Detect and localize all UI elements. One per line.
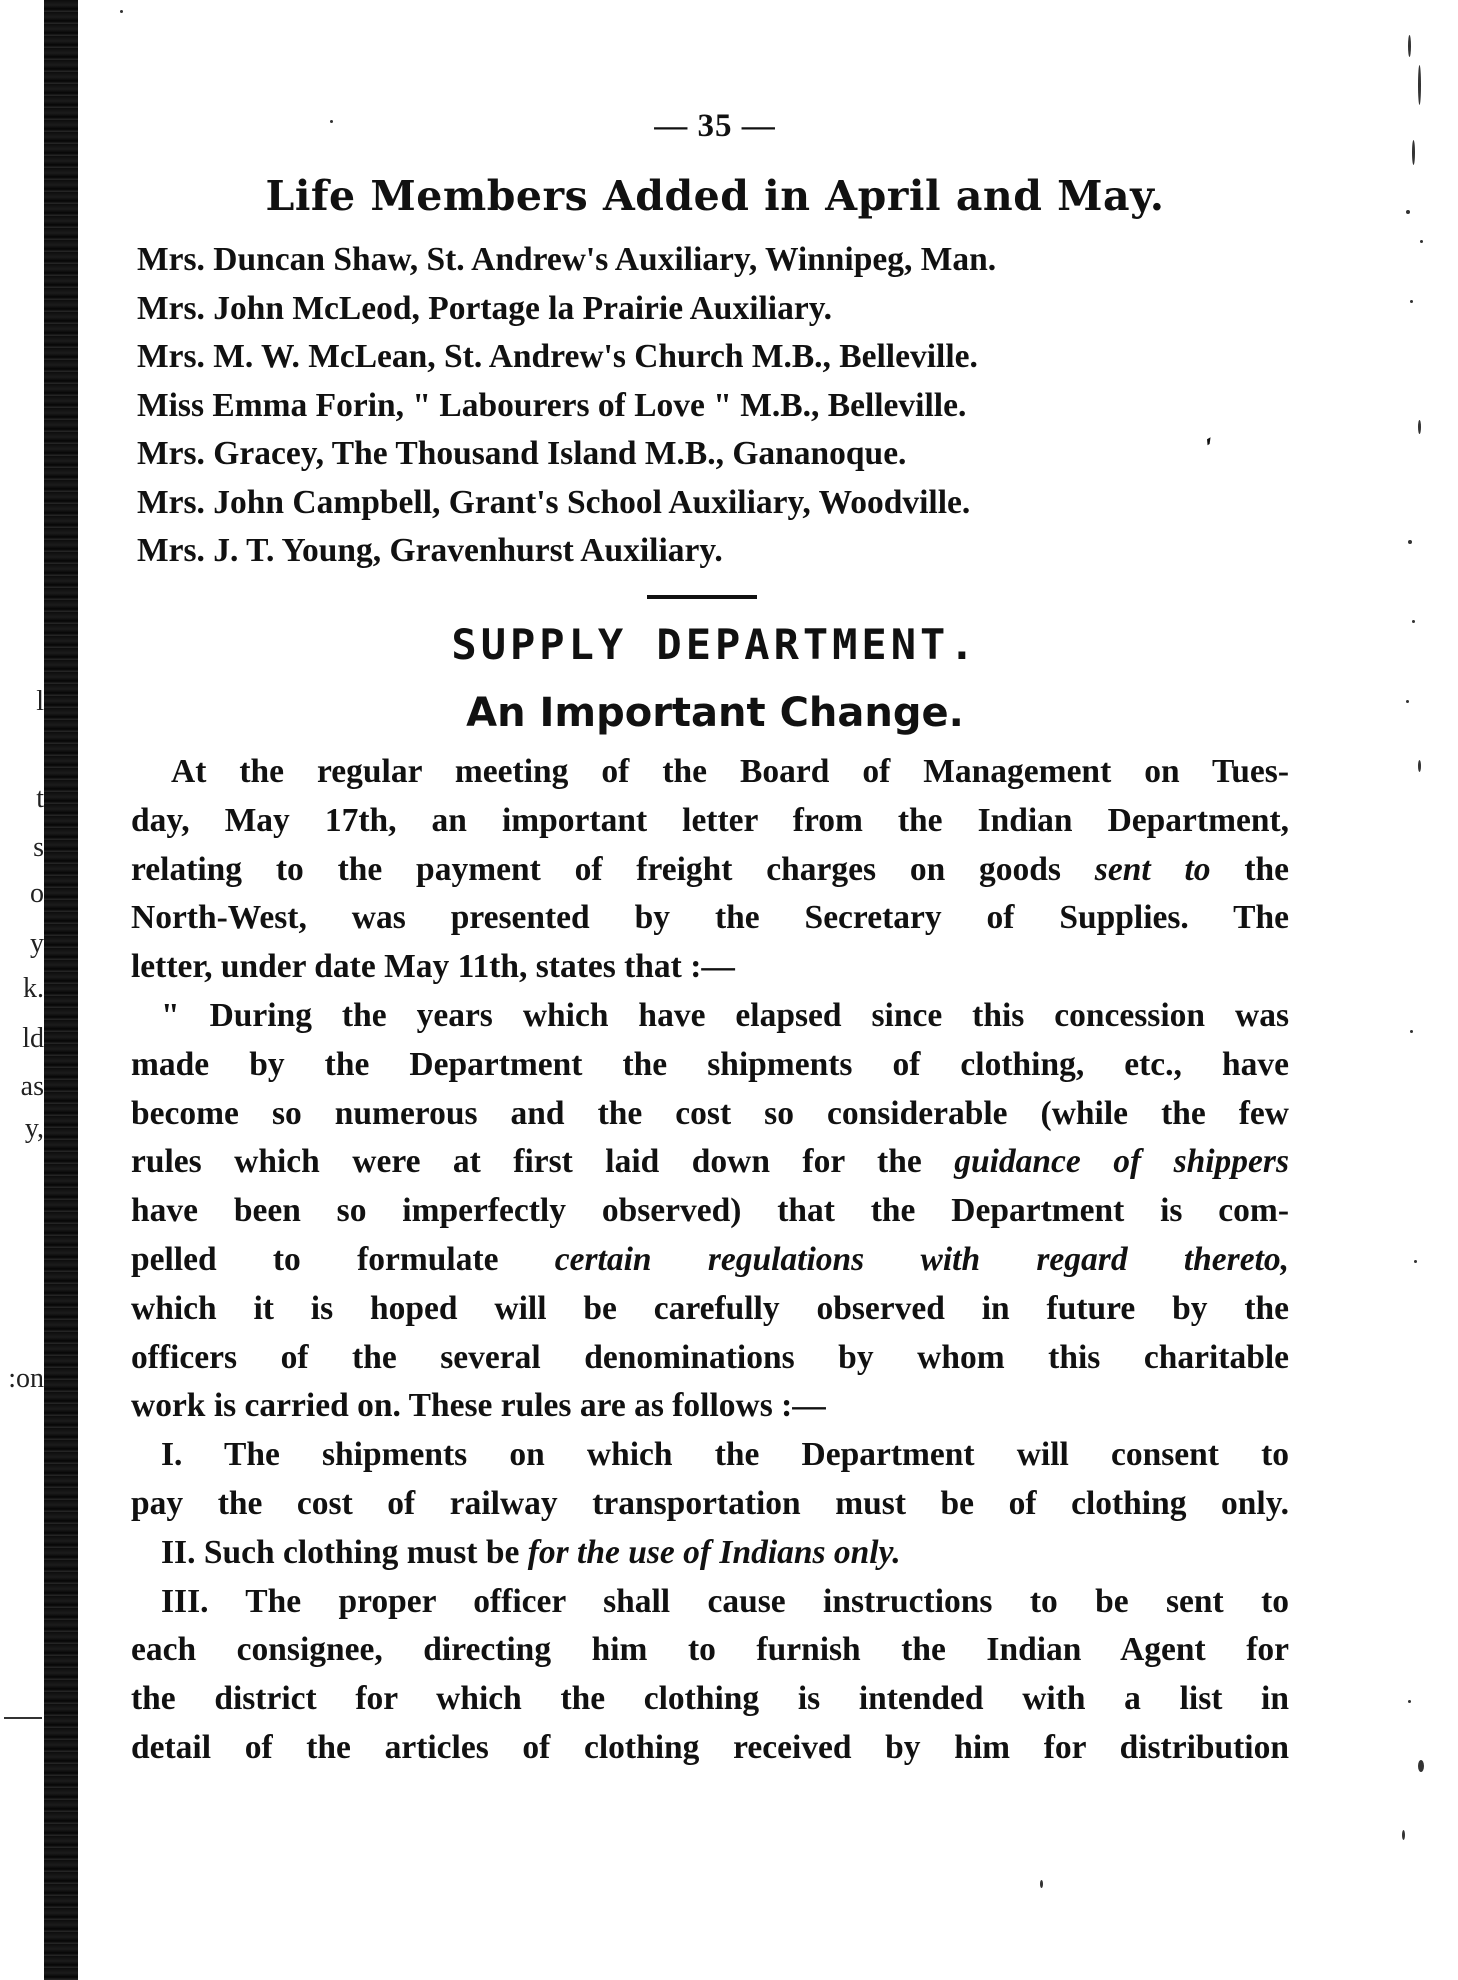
scan-edge-specks bbox=[1348, 0, 1458, 1980]
scan-speck bbox=[120, 10, 123, 13]
margin-fragment: s bbox=[33, 832, 44, 863]
supply-department-heading: SUPPLY DEPARTMENT. bbox=[451, 620, 979, 669]
text-line: III. The proper officer shall cause instructions to be sent to bbox=[161, 1582, 1289, 1620]
text-line: " During the years which have elapsed since this concession was bbox=[161, 996, 1289, 1034]
text-line: rules which were at first laid down for the guidance of shippers bbox=[131, 1143, 1289, 1181]
text-line: detail of the articles of clothing received by him for distribution bbox=[131, 1728, 1289, 1766]
text-line: letter, under date May 11th, states that :— bbox=[131, 948, 735, 986]
text-line: pay the cost of railway transportation must be of clothing only. bbox=[131, 1484, 1289, 1522]
page-number: — 35 — bbox=[654, 108, 776, 144]
list-item: Mrs. J. T. Young, Gravenhurst Auxiliary. bbox=[137, 532, 723, 569]
list-item: Mrs. John Campbell, Grant's School Auxiliary, Woodville. bbox=[137, 483, 971, 521]
list-item: Mrs. M. W. McLean, St. Andrew's Church M.B., Belleville. bbox=[137, 338, 978, 375]
text-line: the district for which the clothing is intended with a list in bbox=[131, 1680, 1289, 1718]
text-line: become so numerous and the cost so considerable (while the few bbox=[131, 1094, 1289, 1132]
stray-mark: ′ bbox=[1201, 432, 1227, 467]
text-line: work is carried on. These rules are as follows :— bbox=[131, 1387, 826, 1425]
margin-fragment: l bbox=[36, 686, 44, 717]
text-line: officers of the several denominations by whom this charitable bbox=[131, 1338, 1289, 1376]
text-line: I. The shipments on which the Department will consent to bbox=[161, 1436, 1289, 1474]
text-line: pelled to formulate certain regulations with regard thereto, bbox=[131, 1240, 1289, 1278]
margin-fragment: y bbox=[30, 928, 44, 959]
text-line: At the regular meeting of the Board of Management on Tues- bbox=[171, 753, 1289, 790]
margin-fragment: :on bbox=[8, 1363, 44, 1394]
margin-fragment: o bbox=[30, 878, 44, 909]
section-divider bbox=[647, 595, 757, 599]
text-line: II. Such clothing must be for the use of Indians only. bbox=[161, 1533, 901, 1571]
text-line: which it is hoped will be carefully observed in future by the bbox=[131, 1289, 1289, 1327]
list-item: Mrs. John McLeod, Portage la Prairie Auxiliary. bbox=[137, 289, 833, 327]
text-line: have been so imperfectly observed) that the Department is com- bbox=[131, 1192, 1289, 1230]
margin-fragment: as bbox=[20, 1071, 44, 1102]
life-members-list bbox=[137, 236, 1297, 576]
text-line: day, May 17th, an important letter from the Indian Department, bbox=[131, 801, 1289, 839]
supply-subheading: An Important Change. bbox=[466, 690, 964, 736]
text-line: relating to the payment of freight charges on goods sent to the bbox=[131, 850, 1290, 888]
margin-fragment: t bbox=[36, 783, 44, 814]
page-binding-edge bbox=[44, 0, 78, 1980]
supply-body-text bbox=[131, 748, 1289, 1773]
margin-fragment: y, bbox=[24, 1113, 44, 1144]
list-item: Mrs. Duncan Shaw, St. Andrew's Auxiliary, Winnipeg, Man. bbox=[137, 241, 997, 278]
margin-fragment: ld bbox=[22, 1023, 44, 1054]
margin-rule bbox=[4, 1717, 42, 1719]
text-line: each consignee, directing him to furnish the Indian Agent for bbox=[131, 1631, 1289, 1669]
list-item: Miss Emma Forin, " Labourers of Love " M.B., Belleville. bbox=[137, 386, 967, 424]
text-line: North-West, was presented by the Secretary of Supplies. The bbox=[131, 899, 1289, 937]
text-line: made by the Department the shipments of clothing, etc., have bbox=[131, 1045, 1289, 1083]
scan-speck bbox=[1040, 1880, 1043, 1888]
life-members-heading: Life Members Added in April and May. bbox=[265, 172, 1165, 220]
list-item: Mrs. Gracey, The Thousand Island M.B., Gananoque. bbox=[137, 435, 907, 472]
margin-fragment: k. bbox=[23, 973, 44, 1004]
